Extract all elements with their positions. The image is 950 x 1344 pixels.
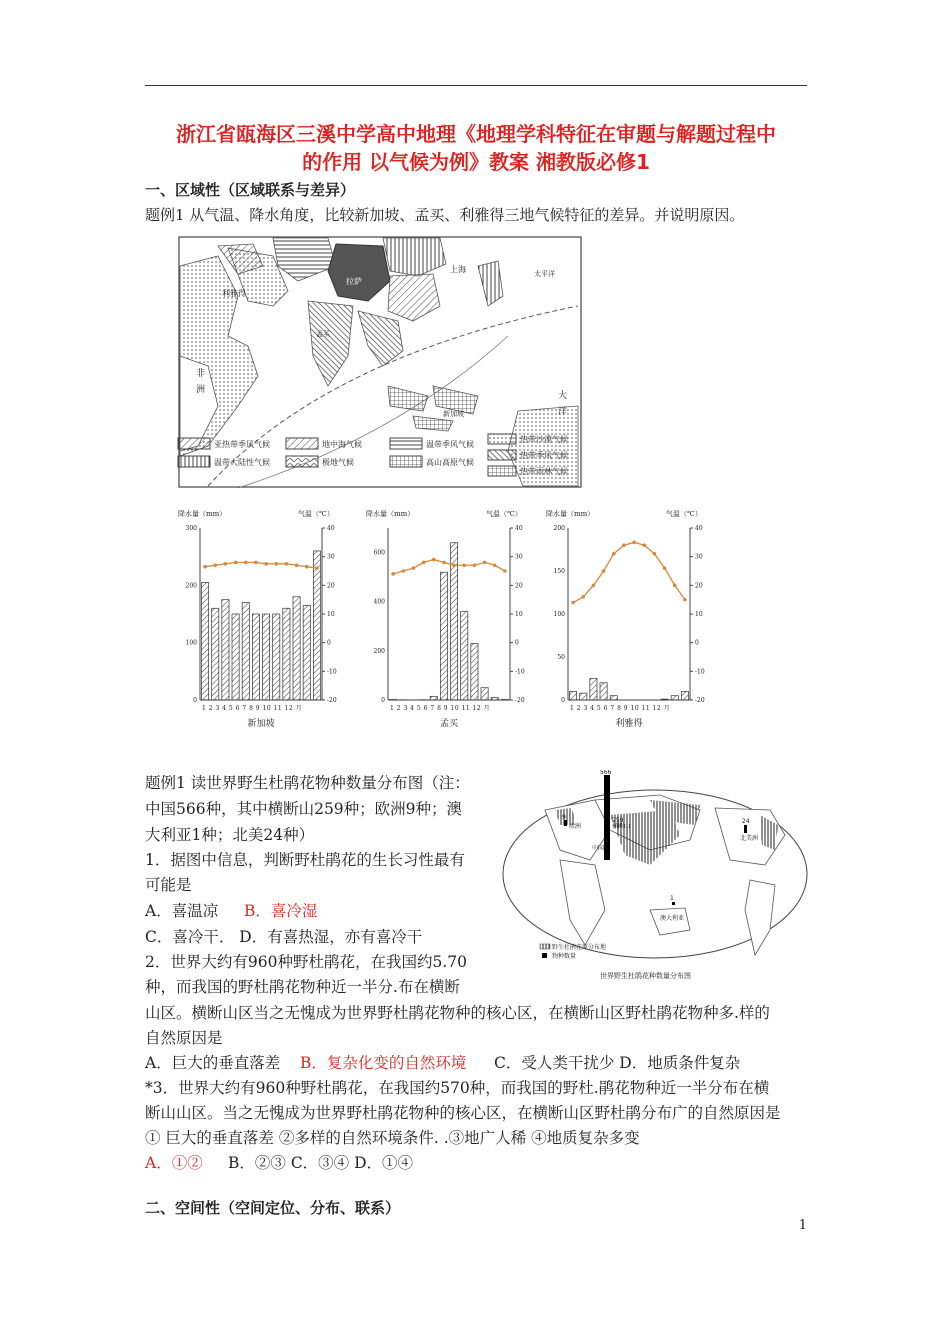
chart-2-precip-bar — [570, 691, 577, 700]
legend-label-3: 温带季风气候 — [426, 440, 474, 449]
chart-1-precip-bar — [471, 643, 478, 700]
hengduan-label: 横断山 — [612, 823, 631, 830]
chart-0-temp-tick: -10 — [327, 668, 337, 676]
europe-label: 欧洲 — [569, 823, 582, 830]
chart-1-temp-point — [452, 563, 456, 567]
chart-0-temp-tick: 40 — [327, 525, 335, 532]
chart-0-temp-point — [213, 563, 217, 567]
chart-0-precip-bar — [242, 603, 249, 700]
label-lhasa: 拉萨 — [346, 277, 362, 286]
chart-1-precip-bar — [481, 688, 488, 700]
rhododendron-world-map — [500, 770, 810, 982]
chart-1-temp-point — [503, 569, 507, 573]
section-1-heading: 一、区域性（区域联系与差异） — [145, 181, 356, 199]
chart-2-precip-bar — [580, 693, 587, 700]
chart-2-temp-tick: 0 — [695, 639, 699, 647]
chart-2-precip-bar — [661, 699, 668, 700]
chart-0-month-ticks: 1 2 3 4 5 6 7 8 9 10 11 12 月 — [202, 705, 303, 712]
chart-2-precip-bar — [590, 679, 597, 701]
chart-0-temp-point — [315, 566, 319, 570]
chart-2-temp-tick: 40 — [695, 525, 703, 532]
chart-0-precip-axis-title: 降水量（mm） — [178, 510, 227, 518]
chart-2-precip-tick: 0 — [561, 697, 565, 704]
chart-0-precip-tick: 200 — [185, 582, 197, 590]
chart-0-temp-point — [254, 561, 258, 565]
chart-1-precip-bar — [491, 698, 498, 700]
label-mumbai: 孟买 — [316, 330, 330, 338]
page-number: 1 — [798, 1218, 807, 1233]
chart-0-temp-tick: 10 — [327, 611, 335, 618]
chart-0-temp-tick: 20 — [327, 582, 335, 590]
bar-hengduan-value: 259 — [612, 817, 624, 824]
chart-0-precip-bar — [263, 614, 270, 700]
chart-1-precip-bar — [440, 572, 447, 700]
legend-swatch-mediterranean — [286, 438, 318, 449]
chart-0-precip-bar — [252, 614, 259, 700]
au-value: 1 — [670, 895, 674, 902]
q2-sub2-option-a: A．巨大的垂直落差 — [145, 1054, 281, 1072]
legend-label-2: 地中海气候 — [322, 440, 362, 449]
legend-swatch-rainforest — [488, 466, 516, 476]
q2-sub1-option-a: A．喜温凉 — [145, 902, 219, 920]
chart-2-temp-point — [632, 541, 636, 545]
europe-value: 9 — [562, 814, 566, 821]
chart-1-precip-bar — [430, 696, 437, 700]
chart-1-temp-point — [401, 569, 405, 573]
q2-intro-2: 中国566种，其中横断山259种；欧洲9种；澳 — [145, 800, 463, 818]
chart-2-temp-line — [573, 542, 685, 602]
label-ocean-2: 洋 — [558, 407, 568, 417]
bar-australia — [672, 902, 675, 905]
legend-label-6: 极地气候 — [322, 458, 354, 467]
title-line-2: 的作用 以气候为例》教案 湘教版必修1 — [302, 150, 650, 174]
label-pacific: 太平洋 — [534, 270, 555, 278]
legend-distribution-label: 野生杜鹃花原分布地 — [552, 944, 607, 951]
chart-0-precip-bar — [273, 614, 280, 700]
na-label: 北美洲 — [740, 835, 759, 842]
chart-0-temp-tick: 0 — [327, 639, 331, 647]
chart-1-temp-point — [483, 561, 487, 565]
chart-1-temp-point — [391, 572, 395, 576]
q2-sub2-option-b-answer: B．复杂化变的自然环境 — [300, 1054, 467, 1072]
chart-2-precip-tick: 150 — [553, 568, 565, 575]
chart-2-precip-bar — [671, 696, 678, 700]
chart-1-temp-line — [393, 560, 505, 574]
q2-sub2-c: 山区。横断山区当之无愧成为世界野杜鹃花物种的核心区，在横断山区野杜鹃花物种多.样的 — [145, 1004, 770, 1022]
label-shanghai: 上海 — [450, 265, 466, 274]
chart-2-precip-tick: 200 — [553, 525, 565, 532]
south-america — [745, 880, 775, 955]
q2-sub2-b: 种，而我国的野杜鹃花物种近一半分.布在横断 — [145, 978, 460, 996]
chart-0-temp-tick: 30 — [327, 553, 335, 561]
label-africa-1: 非 — [196, 369, 206, 379]
legend-label-9: 热带雨林气候 — [520, 467, 568, 476]
chart-0-precip-bar — [283, 608, 290, 700]
q2-sub1-option-b-answer: B．喜冷湿 — [244, 902, 318, 920]
bar-china-value: 566 — [600, 770, 612, 776]
label-singapore: 新加坡 — [443, 410, 464, 418]
chart-2-temp-point — [602, 569, 606, 573]
bar-north-america — [744, 825, 747, 833]
chart-1-precip-tick: 600 — [373, 549, 385, 557]
q2-sub3-answer: A．①② — [145, 1154, 203, 1172]
chart-1-temp-axis-title: 气温（℃） — [486, 510, 522, 518]
chart-1-precip-tick: 200 — [373, 647, 385, 655]
chart-1-temp-point — [432, 558, 436, 562]
legend-swatch-temperate-monsoon — [390, 438, 422, 449]
q2-intro-3: 大利亚1种；北美24种） — [145, 826, 315, 844]
chart-2-precip-bar — [610, 696, 617, 700]
q2-intro-1: 题例1 读世界野生杜鹃花物种数量分布图（注： — [145, 774, 470, 792]
document-title — [145, 120, 807, 176]
chart-2-temp-point — [663, 566, 667, 570]
chart-0-temp-line — [205, 562, 317, 568]
chart-0-precip-tick: 100 — [185, 639, 197, 647]
legend-label-1: 亚热带季风气候 — [214, 440, 270, 449]
chart-0-temp-point — [305, 565, 309, 569]
chart-0-precip-bar — [222, 600, 229, 700]
chart-0-precip-bar — [212, 608, 219, 700]
chart-1-temp-tick: 40 — [515, 525, 523, 532]
legend-count-swatch — [542, 953, 547, 958]
chart-1-temp-tick: 0 — [515, 639, 519, 647]
chart-0-precip-tick: 300 — [185, 525, 197, 532]
legend-swatch-polar — [286, 456, 318, 467]
china-label: 中国 — [592, 845, 605, 852]
chart-0-city-label: 新加坡 — [247, 719, 275, 729]
na-value: 24 — [742, 818, 750, 825]
legend-swatch-desert — [488, 434, 516, 444]
title-line-1: 浙江省瓯海区三溪中学高中地理《地理学科特征在审题与解题过程中 — [176, 122, 776, 146]
section-2-heading: 二、空间性（空间定位、分布、联系） — [145, 1199, 401, 1217]
chart-2-precip-bar — [681, 691, 688, 700]
q2-sub1-options-cd: C．喜冷干． D．有喜热湿，亦有喜冷干 — [145, 928, 423, 946]
chart-0-temp-point — [264, 562, 268, 566]
chart-1-month-ticks: 1 2 3 4 5 6 7 8 9 10 11 12 月 — [390, 705, 491, 712]
q2-sub1b: 可能是 — [145, 876, 192, 894]
chart-1-temp-tick: 30 — [515, 553, 523, 561]
bar-hengduan — [604, 818, 610, 860]
chart-0-precip-bar — [303, 605, 310, 700]
map-legend — [176, 432, 592, 484]
chart-2-temp-tick: 10 — [695, 611, 703, 618]
chart-2-temp-point — [571, 601, 575, 605]
q2-sub3-other-options: B．②③ C．③④ D．①④ — [228, 1154, 414, 1172]
q2-sub3-options: ① 巨大的垂直落差 ②多样的自然环境条件. .③地广人稀 ④地质复杂多变 — [145, 1129, 640, 1147]
chart-2-temp-tick: 30 — [695, 553, 703, 561]
chart-1-temp-tick: -10 — [515, 668, 525, 676]
q2-sub3-a: *3．世界大约有960种野杜鹃花，在我国约570种，而我国的野杜.鹃花物种近一半分布在横 — [145, 1079, 770, 1097]
chart-2-temp-axis-title: 气温（℃） — [666, 510, 702, 518]
chart-2-temp-point — [653, 552, 657, 556]
label-riyadh: 利雅得 — [222, 289, 246, 298]
q2-sub2-d: 自然原因是 — [145, 1029, 223, 1047]
chart-0-temp-point — [274, 562, 278, 566]
legend-distribution-swatch — [540, 944, 550, 949]
chart-2-precip-bar — [600, 683, 607, 700]
legend-swatch-continental — [178, 456, 210, 467]
chart-1-precip-axis-title: 降水量（mm） — [366, 510, 415, 518]
chart-0-temp-point — [234, 561, 238, 565]
legend-label-8: 热带季风气候 — [520, 451, 568, 460]
chart-2-temp-point — [592, 584, 596, 588]
chart-1-temp-point — [473, 563, 477, 567]
chart-0-precip-tick: 0 — [193, 697, 197, 704]
chart-2-month-ticks: 1 2 3 4 5 6 7 8 9 10 11 12 月 — [570, 705, 671, 712]
map2-caption: 世界野生杜鹃花种数量分布图 — [600, 972, 691, 980]
q2-sub3-b: 断山山区。当之无愧成为世界野杜鹃花物种的核心区，在横断山区野杜鹃分布广的自然原因是 — [145, 1104, 781, 1122]
legend-label-7: 高山高原气候 — [426, 458, 474, 467]
legend-label-5: 温带大陆性气候 — [214, 458, 270, 467]
chart-1-precip-tick: 0 — [381, 697, 385, 704]
chart-0-precip-bar — [293, 597, 300, 700]
chart-0-precip-bar — [313, 551, 320, 700]
chart-0-temp-tick: -20 — [327, 697, 337, 704]
header-rule — [145, 85, 807, 86]
chart-1-temp-tick: -20 — [515, 697, 525, 704]
chart-2-temp-point — [581, 595, 585, 599]
chart-2-temp-point — [622, 543, 626, 547]
q2-sub2-a: 2．世界大约有960种野杜鹃花，在我国约5.70 — [145, 953, 467, 971]
chart-1-precip-tick: 400 — [373, 598, 385, 606]
chart-2-temp-tick: 20 — [695, 582, 703, 590]
chart-0-temp-axis-title: 气温（℃） — [298, 510, 334, 518]
chart-2-temp-point — [642, 543, 646, 547]
q2-sub1: 1．据图中信息，判断野杜鹃花的生长习性最有 — [145, 851, 465, 869]
chart-2-precip-axis-title: 降水量（mm） — [546, 510, 595, 518]
chart-0-temp-point — [224, 562, 228, 566]
chart-1-temp-tick: 10 — [515, 611, 523, 618]
chart-1-precip-bar — [461, 612, 468, 700]
chart-2-temp-point — [612, 552, 616, 556]
chart-2-precip-tick: 100 — [553, 611, 565, 618]
chart-2-city-label: 利雅得 — [615, 719, 643, 729]
chart-0-temp-point — [285, 562, 289, 566]
legend-swatch-tropical-monsoon — [488, 450, 516, 460]
label-ocean-1: 大 — [558, 391, 568, 401]
chart-2-precip-tick: 50 — [557, 654, 565, 661]
chart-0-temp-point — [295, 563, 299, 567]
chart-1-temp-point — [412, 566, 416, 570]
chart-0-precip-bar — [202, 582, 209, 700]
chart-0-temp-point — [203, 565, 207, 569]
chart-2-temp-point — [673, 584, 677, 588]
chart-1-temp-tick: 20 — [515, 582, 523, 590]
label-africa-2: 洲 — [196, 385, 206, 395]
chart-2-temp-tick: -20 — [695, 697, 705, 704]
au-label: 澳大利亚 — [660, 915, 685, 922]
chart-0-temp-point — [244, 561, 248, 565]
chart-1-city-label: 孟买 — [439, 719, 459, 729]
chart-2-temp-tick: -10 — [695, 668, 705, 676]
legend-swatch-highland — [390, 456, 422, 467]
chart-0-precip-bar — [232, 614, 239, 700]
chart-1-temp-point — [493, 563, 497, 567]
question-1-text: 题例1 从气温、降水角度，比较新加坡、孟买、利雅得三地气候特征的差异。并说明原因。 — [145, 206, 745, 224]
chart-2-temp-point — [683, 598, 687, 602]
chart-1-temp-point — [422, 561, 426, 565]
chart-1-temp-point — [442, 561, 446, 565]
legend-count-label: 物种数量 — [552, 953, 577, 960]
legend-label-4: 热带沙漠气候 — [520, 435, 568, 444]
legend-swatch-subtropical-monsoon — [178, 438, 210, 449]
chart-1-temp-point — [462, 563, 466, 567]
climate-charts — [170, 500, 730, 740]
q2-sub2-options-cd: C．受人类干扰少 D．地质条件复杂 — [494, 1054, 741, 1072]
